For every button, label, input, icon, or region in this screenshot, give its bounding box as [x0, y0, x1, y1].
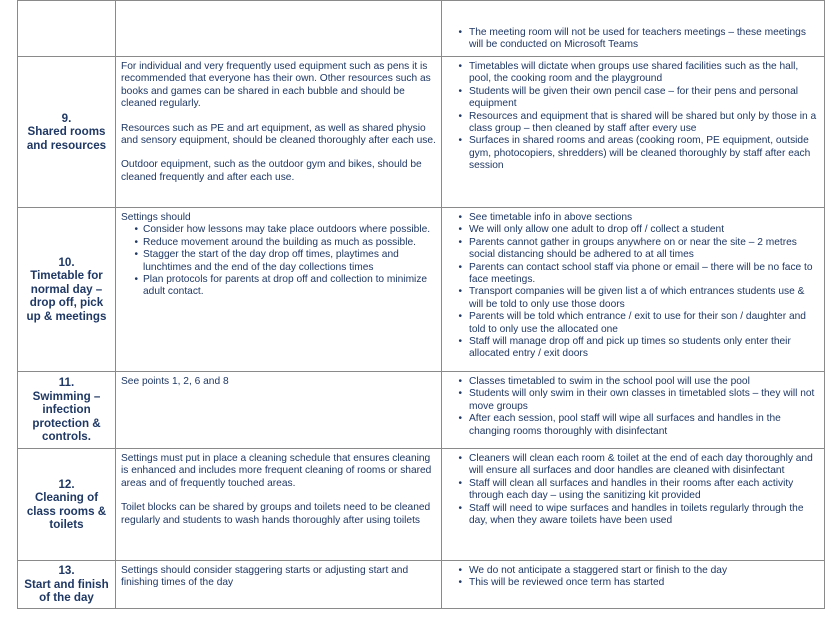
guidance-paragraph: For individual and very frequently used equipment such as pens it is recommended that everyone has their own. Other resources such as books and games can be shared in each bubble and should be cleaned regularly. [121, 61, 431, 110]
bullet-icon: • [458, 577, 462, 589]
list-item: • Consider how lessons may take place outdoors where possible. [121, 224, 437, 236]
bullet-icon: • [458, 110, 462, 122]
actions-cell [442, 1, 825, 57]
section-title-cell [18, 57, 116, 208]
list-item: • Cleaners will clean each room & toilet at the end of each day thoroughly and will ensure all surfaces and door handles are cleaned with disinfectant [448, 453, 820, 478]
guidance-paragraph: See points 1, 2, 6 and 8 [121, 376, 229, 387]
bullet-icon: • [458, 224, 462, 236]
actions-list [448, 565, 820, 590]
guidance-cell [116, 208, 442, 372]
bullet-icon: • [458, 135, 462, 147]
list-item: • Staff will need to wipe surfaces and handles in toilets regularly through the day, when they aware toilets have been used [448, 503, 820, 528]
list-item: • Students will be given their own pencil case – for their pens and personal equipment [448, 86, 820, 111]
guidance-list [121, 224, 437, 298]
list-item: • Students will only swim in their own classes in timetabled slots – they will not move groups [448, 388, 820, 413]
bullet-icon: • [458, 453, 462, 464]
bullet-icon: • [458, 477, 462, 489]
bullet-icon: • [134, 274, 138, 286]
section-title-cell [18, 208, 116, 372]
list-item: • Surfaces in shared rooms and areas (cooking room, PE equipment, outside gym, photocopiers, shredders) will be cleaned thoroughly by staff after each session [448, 135, 820, 172]
bullet-icon: • [458, 286, 462, 298]
section-title-cell [18, 449, 116, 561]
section-title: 10. Timetable for normal day – drop off, pick up & meetings [26, 255, 107, 323]
bullet-icon: • [458, 27, 462, 38]
section-title: 9. Shared rooms and resources [26, 111, 107, 152]
table-row [18, 208, 825, 372]
table-row [18, 561, 825, 609]
guidance-paragraph: Resources such as PE and art equipment, as well as shared physio and sensory equipment, should be cleaned thoroughly after each use. [121, 122, 436, 147]
list-item: • Classes timetabled to swim in the school pool will use the pool [448, 376, 820, 388]
list-item: • Plan protocols for parents at drop off and collection to minimize adult contact. [121, 274, 437, 299]
guidance-cell [116, 57, 442, 208]
section-title: 12. Cleaning of class rooms & toilets [26, 477, 107, 531]
guidance-paragraph: Toilet blocks can be shared by groups and toilets need to be cleaned regularly and students to wash hands thoroughly after using toilets [121, 502, 431, 526]
guidance-cell [116, 372, 442, 449]
actions-list [448, 27, 820, 52]
bullet-icon: • [458, 212, 462, 223]
actions-cell [442, 561, 825, 609]
list-item: • We will only allow one adult to drop off / collect a student [448, 224, 820, 236]
risk-assessment-table [17, 0, 825, 609]
list-item: • We do not anticipate a staggered start or finish to the day [448, 565, 820, 577]
list-item: • Timetables will dictate when groups use shared facilities such as the hall, pool, the cooking room and the playground [448, 61, 820, 86]
bullet-icon: • [134, 236, 138, 248]
section-title-cell [18, 1, 116, 57]
actions-cell [442, 449, 825, 561]
list-item: • After each session, pool staff will wipe all surfaces and handles in the changing rooms thoroughly with disinfectant [448, 413, 820, 438]
list-item: • Transport companies will be given list a of which entrances students use & will be told to only use those doors [448, 286, 820, 311]
list-item: • Staff will manage drop off and pick up times so students only enter their allocated entry / exit doors [448, 336, 820, 361]
bullet-icon: • [458, 502, 462, 514]
section-title: 11. Swimming – infection protection & controls. [32, 376, 101, 444]
bullet-icon: • [458, 61, 462, 72]
bullet-icon: • [458, 388, 462, 400]
table-row [18, 1, 825, 57]
bullet-icon: • [458, 311, 462, 323]
actions-cell [442, 372, 825, 449]
list-item: • See timetable info in above sections [448, 212, 820, 224]
table-row [18, 449, 825, 561]
bullet-icon: • [458, 85, 462, 97]
guidance-cell [116, 1, 442, 57]
list-item: • Resources and equipment that is shared will be shared but only by those in a class group – then cleaned by staff after every use [448, 111, 820, 136]
guidance-cell [116, 561, 442, 609]
bullet-icon: • [458, 565, 462, 576]
table-row [18, 372, 825, 449]
actions-list [448, 61, 820, 173]
list-item: • Parents cannot gather in groups anywhere on or near the site – 2 metres social distancing should be adhered to at all times [448, 237, 820, 262]
bullet-icon: • [134, 224, 138, 236]
list-item: • This will be reviewed once term has started [448, 577, 820, 589]
section-title: 13. Start and finish of the day [24, 564, 109, 605]
actions-list [448, 453, 820, 527]
list-item: • The meeting room will not be used for teachers meetings – these meetings will be conducted on Microsoft Teams [448, 27, 820, 52]
actions-list [448, 376, 820, 438]
guidance-paragraph: Settings should consider staggering starts or adjusting start and finishing times of the day [121, 565, 409, 589]
guidance-cell [116, 449, 442, 561]
list-item: • Stagger the start of the day drop off times, playtimes and lunchtimes and the end of the day collections times [121, 249, 437, 274]
actions-cell [442, 57, 825, 208]
bullet-icon: • [458, 236, 462, 248]
bullet-icon: • [458, 336, 462, 348]
bullet-icon: • [458, 413, 462, 425]
section-title-cell [18, 372, 116, 449]
bullet-icon: • [458, 261, 462, 273]
guidance-paragraph: Settings must put in place a cleaning schedule that ensures cleaning is enhanced and includes more frequent cleaning of rooms or shared areas and of frequently touched areas. [121, 453, 432, 489]
section-title-cell [18, 561, 116, 609]
actions-list [448, 212, 820, 361]
actions-cell [442, 208, 825, 372]
table-row [18, 57, 825, 208]
list-item: • Staff will clean all surfaces and handles in their rooms after each activity through each day – using the sanitizing kit provided [448, 478, 820, 503]
list-item: • Reduce movement around the building as much as possible. [121, 237, 437, 249]
list-item: • Parents can contact school staff via phone or email – there will be no face to face meetings. [448, 262, 820, 287]
guidance-lead: Settings should [121, 212, 191, 223]
bullet-icon: • [458, 376, 462, 387]
list-item: • Parents will be told which entrance / exit to use for their son / daughter and told to only use the allocated one [448, 311, 820, 336]
guidance-paragraph: Outdoor equipment, such as the outdoor gym and bikes, should be cleaned frequently and after each use. [121, 159, 422, 183]
bullet-icon: • [134, 249, 138, 261]
